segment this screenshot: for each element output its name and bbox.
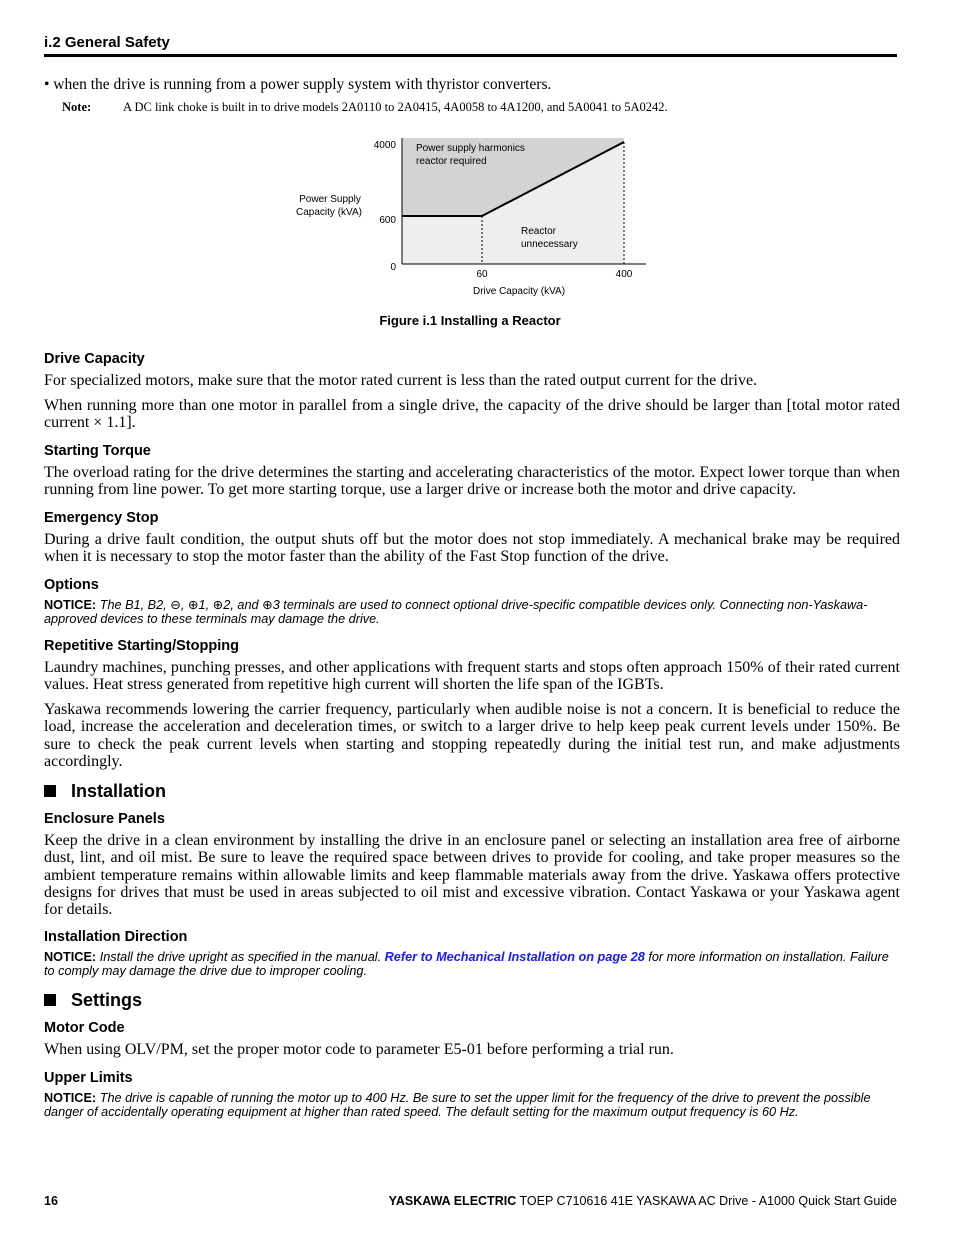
- note-label: Note:: [62, 100, 92, 114]
- direction-notice-pre: Install the drive upright as specified in the manual.: [99, 950, 382, 964]
- heading-settings: [44, 990, 142, 1011]
- section-square-icon: [44, 994, 56, 1006]
- emergency-stop-p1: During a drive fault condition, the output shuts off but the motor does not stop immediately. A mechanical brake may be required when it is necessary to stop the motor faster than the ability of the Fast Stop function of the drive.: [44, 531, 900, 566]
- y-axis-label-line2: Capacity (kVA): [296, 207, 362, 218]
- page-number: 16: [44, 1194, 58, 1208]
- bullet-item-thyristor: • when the drive is running from a power supply system with thyristor converters.: [44, 76, 552, 93]
- footer-doc-title: [389, 1194, 897, 1208]
- y-tick-4000: 4000: [373, 140, 396, 151]
- section-header: i.2 General Safety: [44, 34, 170, 51]
- direction-notice: [44, 950, 900, 978]
- settings-title: Settings: [71, 990, 143, 1010]
- repetitive-p2: Yaskawa recommends lowering the carrier frequency, particularly when audible noise is not a concern. It is beneficial to reduce the load, increase the acceleration and deceleration times, or switch to a larger drive to help keep peak current levels under 150%. Be sure to check the peak current levels when starting and stopping repeatedly during the initial test run, and make adjustments accordingly.: [44, 701, 900, 770]
- motor-code-p1: When using OLV/PM, set the proper motor code to parameter E5-01 before performing a trial run.: [44, 1041, 674, 1058]
- options-notice-text: The B1, B2, ⊖, ⊕1, ⊕2, and ⊕3 terminals are used to connect optional drive-specific compatible devices only. Connecting non-Yaskawa-approved devices to these terminals may damage the drive.: [44, 598, 868, 626]
- notice-label: NOTICE:: [44, 950, 97, 964]
- region-upper-label-line2: reactor required: [416, 156, 487, 167]
- reactor-chart: [280, 132, 660, 304]
- y-tick-600: 600: [379, 215, 396, 226]
- notice-label: NOTICE:: [44, 598, 97, 612]
- heading-enclosure-panels: Enclosure Panels: [44, 811, 165, 827]
- figure-caption: Figure i.1 Installing a Reactor: [379, 313, 561, 328]
- enclosure-p1: Keep the drive in a clean environment by installing the drive in an enclosure panel or selecting an installation area free of airborne dust, lint, and oil mist. Be sure to leave the required space between drives to provide for cooling, and take proper measures so the ambient temperature remains within allowable limits and keep flammable materials away from the drive. Yaskawa offers protective designs for drives that must be used in areas subjected to oil mist and excessive vibration. Contact Yaskawa or your Yaskawa agent for details.: [44, 832, 900, 919]
- heading-motor-code: Motor Code: [44, 1020, 125, 1036]
- options-notice: [44, 598, 900, 626]
- mechanical-installation-link[interactable]: Refer to Mechanical Installation on page 28: [384, 950, 645, 964]
- y-axis-label-line1: Power Supply: [299, 194, 361, 205]
- heading-emergency-stop: Emergency Stop: [44, 510, 159, 526]
- heading-installation: [44, 781, 166, 802]
- x-axis-label: Drive Capacity (kVA): [472, 286, 566, 297]
- installation-title: Installation: [71, 781, 167, 801]
- x-tick-400: 400: [615, 269, 633, 280]
- y-tick-0: 0: [390, 262, 396, 273]
- heading-drive-capacity: Drive Capacity: [44, 351, 145, 367]
- region-upper-label-line1: Power supply harmonics: [416, 143, 525, 154]
- note-dc-link: [62, 100, 668, 115]
- heading-installation-direction: Installation Direction: [44, 929, 188, 945]
- drive-capacity-p2: When running more than one motor in parallel from a single drive, the capacity of the drive should be larger than [total motor rated current × 1.1].: [44, 397, 900, 432]
- direction-notice-post: for more information on installation. Failure to comply may damage the drive due to improper cooling.: [44, 950, 889, 978]
- notice-label: NOTICE:: [44, 1091, 97, 1105]
- heading-repetitive: Repetitive Starting/Stopping: [44, 638, 239, 654]
- note-text: A DC link choke is built in to drive models 2A0110 to 2A0415, 4A0058 to 4A1200, and 5A0041 to 5A0242.: [123, 100, 668, 114]
- section-square-icon: [44, 785, 56, 797]
- region-lower-label-line2: unnecessary: [521, 239, 578, 250]
- footer-doc-text: TOEP C710616 41E YASKAWA AC Drive - A1000 Quick Start Guide: [519, 1194, 897, 1208]
- repetitive-p1: Laundry machines, punching presses, and other applications with frequent starts and stops often approach 150% of their rated current values. Heat stress generated from repetitive high current will shorten the life span of the IGBTs.: [44, 659, 900, 694]
- x-tick-60: 60: [476, 269, 488, 280]
- heading-upper-limits: Upper Limits: [44, 1070, 133, 1086]
- starting-torque-p1: The overload rating for the drive determines the starting and accelerating characteristics of the motor. Expect lower torque than when running from line power. To get more starting torque, use a larger drive or increase both the motor and drive capacity.: [44, 464, 900, 499]
- heading-options: Options: [44, 577, 99, 593]
- upper-limits-notice-text: The drive is capable of running the motor up to 400 Hz. Be sure to set the upper limit for the frequency of the drive to prevent the possible danger of accidentally operating equipment at higher than rated speed. The default setting for the maximum output frequency is 60 Hz.: [44, 1091, 871, 1119]
- upper-limits-notice: [44, 1091, 900, 1119]
- heading-starting-torque: Starting Torque: [44, 443, 151, 459]
- region-lower-label-line1: Reactor: [521, 226, 557, 237]
- drive-capacity-p1: For specialized motors, make sure that the motor rated current is less than the rated output current for the drive.: [44, 372, 758, 389]
- header-rule: [44, 54, 897, 57]
- footer-brand: YASKAWA ELECTRIC: [388, 1194, 517, 1208]
